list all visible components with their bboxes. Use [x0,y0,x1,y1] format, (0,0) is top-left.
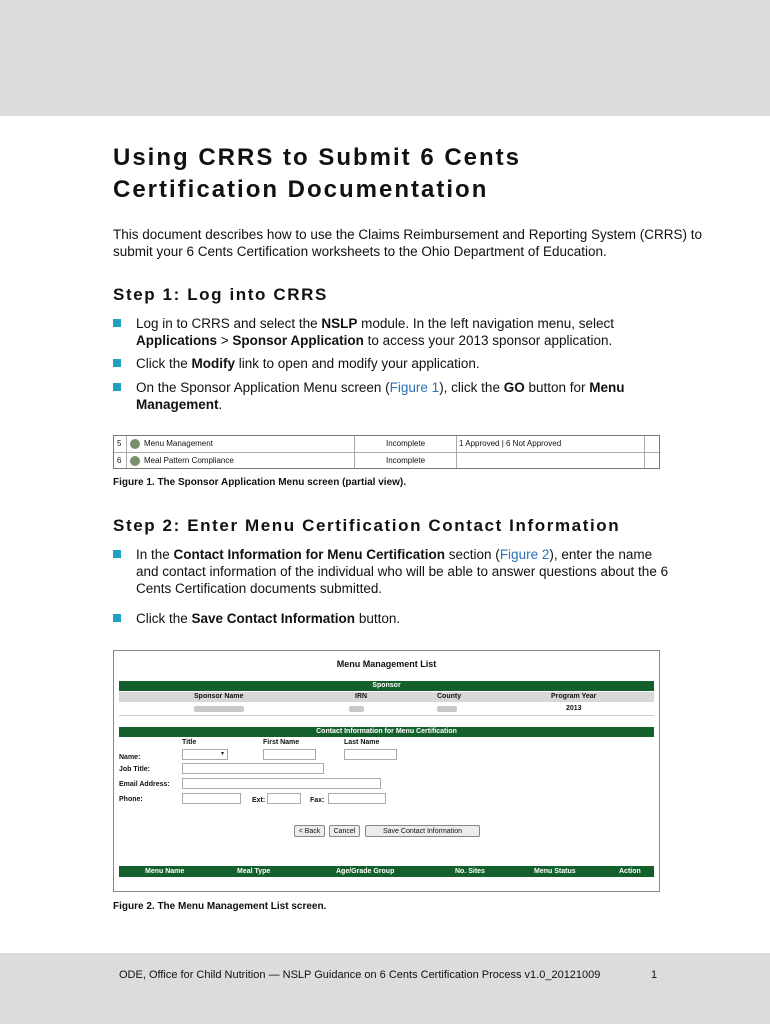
modify-term: Modify [191,356,236,371]
email-field[interactable] [182,778,381,789]
sponsor-application-term: Sponsor Application [232,333,364,348]
figure2-screenshot: Menu Management List Sponsor Sponsor Name IRN County Program Year 2013 Contact Information for Menu Certification Title First Name Last Name Name: ▾ Job Title: Email Address: Phone: Ext: Fax: < Back Cancel Save Contact Information Menu Name Meal Type Age/Grade Group No. Sites Menu Status Action [113,650,660,892]
bullet-square-icon [113,614,121,622]
step2-bullet-2: Click the Save Contact Information button. [113,610,673,627]
bullet-square-icon [113,550,121,558]
cancel-button[interactable]: Cancel [329,825,360,837]
contact-info-term: Contact Information for Menu Certification [173,547,446,562]
management-term: Management [136,397,219,412]
back-button[interactable]: < Back [294,825,325,837]
figure1-link[interactable]: Figure 1 [389,380,440,395]
contact-info-bar: Contact Information for Menu Certification [119,727,654,737]
last-name-field[interactable] [344,749,397,760]
step2-bullet-1: In the Contact Information for Menu Certification section (Figure 2), enter the name and contact information of the individual who will be able to answer questions about the 6 Cents Certification documents submitted. [113,546,673,597]
menu-management-list-title: Menu Management List [336,659,437,669]
bullet-square-icon [113,383,121,391]
step1-bullet-3: On the Sponsor Application Menu screen (Figure 1), click the GO button for Menu Management. [113,379,673,413]
applications-term: Applications [136,333,218,348]
phone-field[interactable] [182,793,241,804]
chevron-down-icon: ▾ [220,751,224,757]
figure2-caption: Figure 2. The Menu Management List screen. [113,901,327,912]
menu-term: Menu [589,380,625,395]
nslp-term: NSLP [321,316,358,331]
page-footer-band [0,953,770,1024]
redacted-sponsor-name [194,706,244,712]
figure1-table [113,435,660,469]
menu-table-header: Menu Name Meal Type Age/Grade Group No. Sites Menu Status Action [119,866,654,877]
title-select[interactable] [182,749,228,760]
figure2-link[interactable]: Figure 2 [499,547,550,562]
intro-paragraph: This document describes how to use the Claims Reimbursement and Reporting System (CRRS) to submit your 6 Cents Certification worksheets to the Ohio Department of Education. [113,227,702,259]
fax-field[interactable] [328,793,386,804]
sponsor-header-row: Sponsor Name IRN County Program Year [119,692,654,702]
go-icon[interactable] [130,439,140,449]
go-term: GO [503,380,525,395]
bullet-square-icon [113,319,121,327]
title-line-1: Using CRRS to Submit 6 Cents [113,144,522,171]
save-contact-term: Save Contact Information [191,611,356,626]
bullet-square-icon [113,359,121,367]
footer-text: ODE, Office for Child Nutrition — NSLP Guidance on 6 Cents Certification Process v1.0_20121009 [119,969,601,981]
step2-heading: Step 2: Enter Menu Certification Contact Information [113,516,621,535]
sponsor-bar: Sponsor [119,681,654,691]
redacted-county [437,706,457,712]
ext-field[interactable] [267,793,301,804]
page-top-band [0,0,770,116]
document-title [113,142,673,206]
step1-bullet-1: Log in to CRRS and select the NSLP module. In the left navigation menu, select Applications > Sponsor Application to access your 2013 sponsor application. [113,315,673,349]
job-title-field[interactable] [182,763,324,774]
redacted-irn [349,706,364,712]
step1-heading: Step 1: Log into CRRS [113,285,328,304]
figure1-row: 5 Menu Management Incomplete 1 Approved | 6 Not Approved [117,439,562,448]
page-number: 1 [651,969,658,981]
save-contact-info-button[interactable]: Save Contact Information [365,825,480,837]
figure1-caption: Figure 1. The Sponsor Application Menu screen (partial view). [113,477,407,488]
figure1-row: 6 Meal Pattern Compliance Incomplete [114,452,659,469]
first-name-field[interactable] [263,749,316,760]
go-icon[interactable] [130,456,140,466]
title-line-2: Certification Documentation [113,176,489,203]
sponsor-data-row: 2013 [119,703,654,716]
step1-bullet-2: Click the Modify link to open and modify your application. [113,355,673,372]
